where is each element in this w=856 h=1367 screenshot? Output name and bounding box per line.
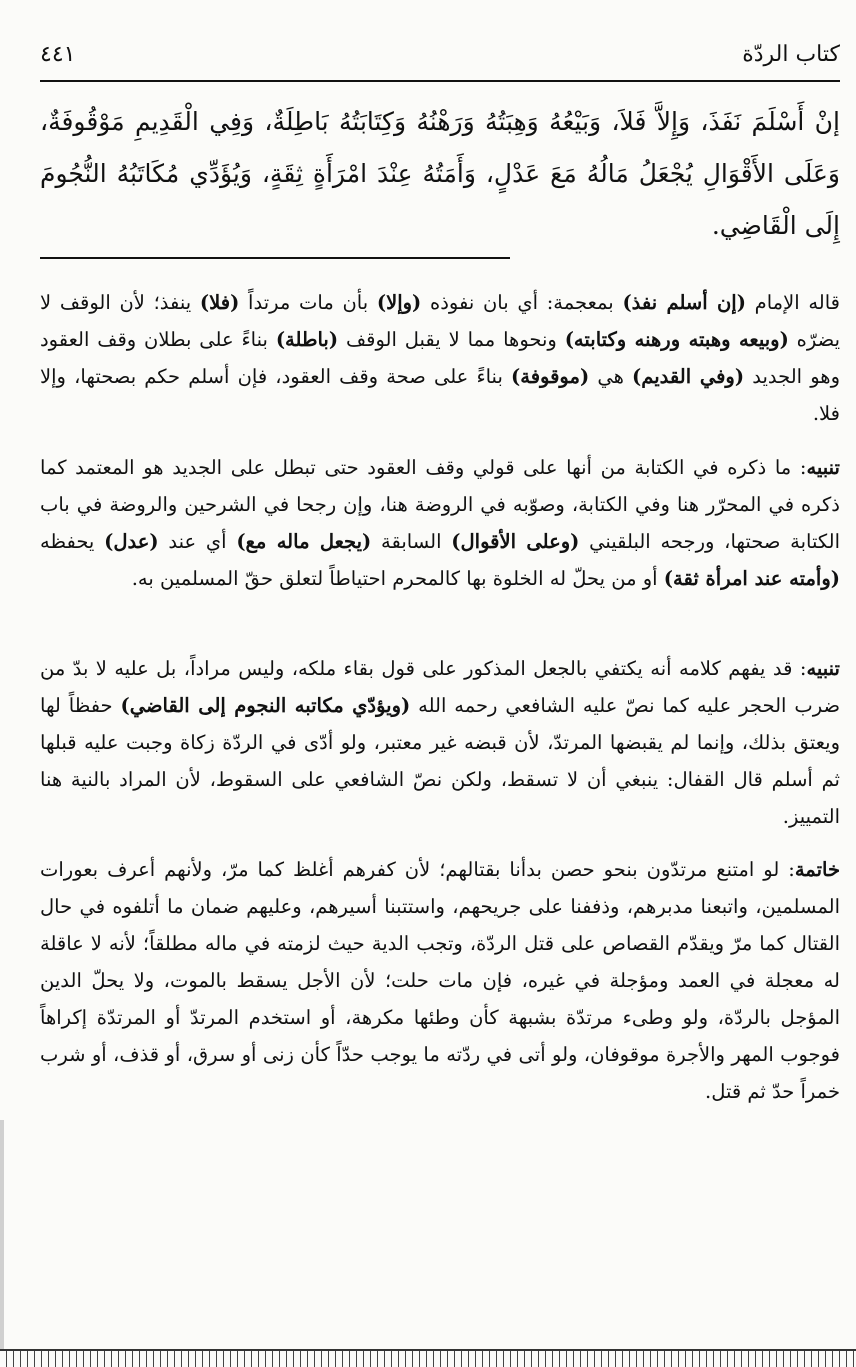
text-segment: حفظاً لها ويعتق بذلك، وإنما لم يقبضها المرتدّ، لأن قبضه غير معتبر، ولو أدّى في الردّة زكاة وجبت عليه قبلها ثم أسلم قال القفال: ينبغي أن لا تسقط، ولكن نصّ الشافعي على السقوط، لأن المراد بالنية هنا التمييز. <box>40 694 840 828</box>
bold-quote-segment: تنبيه <box>806 456 840 479</box>
bold-quote-segment: (فلا) <box>199 291 240 314</box>
scan-edge <box>0 1120 4 1350</box>
text-segment: بناءً على صحة وقف العقود، فإن أسلم حكم بصحتها، وإلا فلا. <box>40 365 840 425</box>
text-segment: : قد يفهم كلامه أنه يكتفي بالجعل المذكور على قول بقاء ملكه، وليس مراداً، بل عليه لا بدّ من ضرب الحجر عليه كما نصّ عليه الشافعي رحمه الله <box>40 657 841 717</box>
chapter-title: كتاب الردّة <box>742 42 840 67</box>
text-segment: يحفظه <box>40 530 105 553</box>
bold-quote-segment: (عدل) <box>104 530 159 553</box>
text-segment: أو من يحلّ له الخلوة بها كالمحرم احتياطاً لتعلق حقّ المسلمين به. <box>131 567 664 590</box>
page-number: ٤٤١ <box>40 42 76 67</box>
bold-quote-segment: (وإلا) <box>376 291 422 314</box>
text-separator-rule <box>40 257 510 259</box>
text-segment: : لو امتنع مرتدّون بنحو حصن بدأنا بقتالهم؛ لأن كفرهم أغلظ كما مرّ، ولأنهم أعرف بعورات المسلمين، واتبعنا مدبرهم، وذففنا على جريحهم، واستتبنا أسيرهم، وعليهم ضمان ما أتلفوه في حال القتال كما مرّ ويقدّم القصاص على قتل الردّة، وتجب الدية حيث لزمته في ماله مطلقاً؛ لأنه لا عاقلة له معجلة في العمد ومؤجلة في غيره، فإن مات حلت؛ لأن الأجل يسقط بالموت، ولا يحلّ الدين المؤجل بالردّة، ولو وطىء مرتدّة بشبهة كأن وطئها مكرهة، أو استخدم المرتدّ أو المرتدّة إكراهاً فوجوب المهر والأجرة موقوفان، ولو أتى في ردّته ما يوجب حدّاً كأن زنى أو سرق، أو قذف، أو شرب خمراً حدّ ثم قتل. <box>40 858 840 1103</box>
text-segment: هي <box>589 365 633 388</box>
text-segment: ونحوها مما لا يقبل الوقف <box>338 328 565 351</box>
bold-quote-segment: خاتمة <box>794 858 840 881</box>
text-segment: بناءً على بطلان وقف العقود وهو الجديد <box>40 328 841 388</box>
text-segment: أي عند <box>158 530 237 553</box>
commentary-paragraph-3 <box>40 650 840 835</box>
bold-quote-segment: (وبيعه وهبته ورهنه وكتابته) <box>564 328 789 351</box>
text-segment: بأن مات مرتداً <box>239 291 377 314</box>
text-segment: ينفذ؛ لأن الوقف لا يضرّه <box>40 291 840 351</box>
running-header <box>40 38 840 78</box>
bold-quote-segment: (وفي القديم) <box>632 365 745 388</box>
text-segment: السابقة <box>371 530 452 553</box>
bold-quote-segment: (يجعل ماله مع) <box>236 530 372 553</box>
text-segment: بمعجمة: أي بان نفوذه <box>421 291 623 314</box>
bold-quote-segment: (إن أسلم نفذ) <box>622 291 746 314</box>
decorative-bottom-border <box>0 1349 856 1367</box>
bold-quote-segment: (باطلة) <box>275 328 339 351</box>
bold-quote-segment: (موقوفة) <box>511 365 590 388</box>
bold-quote-segment: (وأمته عند امرأة ثقة) <box>663 567 840 590</box>
main-text: إنْ أَسْلَمَ نَفَذَ، وَإِلاَّ فَلاَ، وَبَيْعُهُ وَهِبَتُهُ وَرَهْنُهُ وَكِتَابَتُهُ بَاطِلَةٌ، وَفِي الْقَدِيمِ مَوْقُوفَةٌ، وَعَلَى الأَقْوَالِ يُجْعَلُ مَالُهُ مَعَ عَدْلٍ، وَأَمَتُهُ عِنْدَ امْرَأَةٍ ثِقَةٍ، وَيُؤَدِّي مُكَاتَبُهُ النُّجُومَ إِلَى الْقَاضِي. <box>40 107 840 240</box>
commentary-paragraph-1 <box>40 284 840 432</box>
text-segment: قاله الإمام <box>745 291 840 314</box>
header-rule <box>40 80 840 82</box>
bold-quote-segment: (ويؤدّي مكاتبه النجوم إلى القاضي) <box>120 694 411 717</box>
commentary-paragraph-2 <box>40 449 840 597</box>
bold-quote-segment: تنبيه <box>806 657 840 680</box>
text-segment: : ما ذكره في الكتابة من أنها على قولي وقف العقود حتى تبطل على الجديد هو المعتمد كما ذكره في المحرّر هنا وفي الكتابة، وصوّبه في الروضة هنا، وإن رجحا في الشرحين والروضة في باب الكتابة صحتها، ورجحه البلقيني <box>40 456 841 553</box>
bold-quote-segment: (وعلى الأقوال) <box>451 530 580 553</box>
commentary-paragraph-4 <box>40 851 840 1110</box>
